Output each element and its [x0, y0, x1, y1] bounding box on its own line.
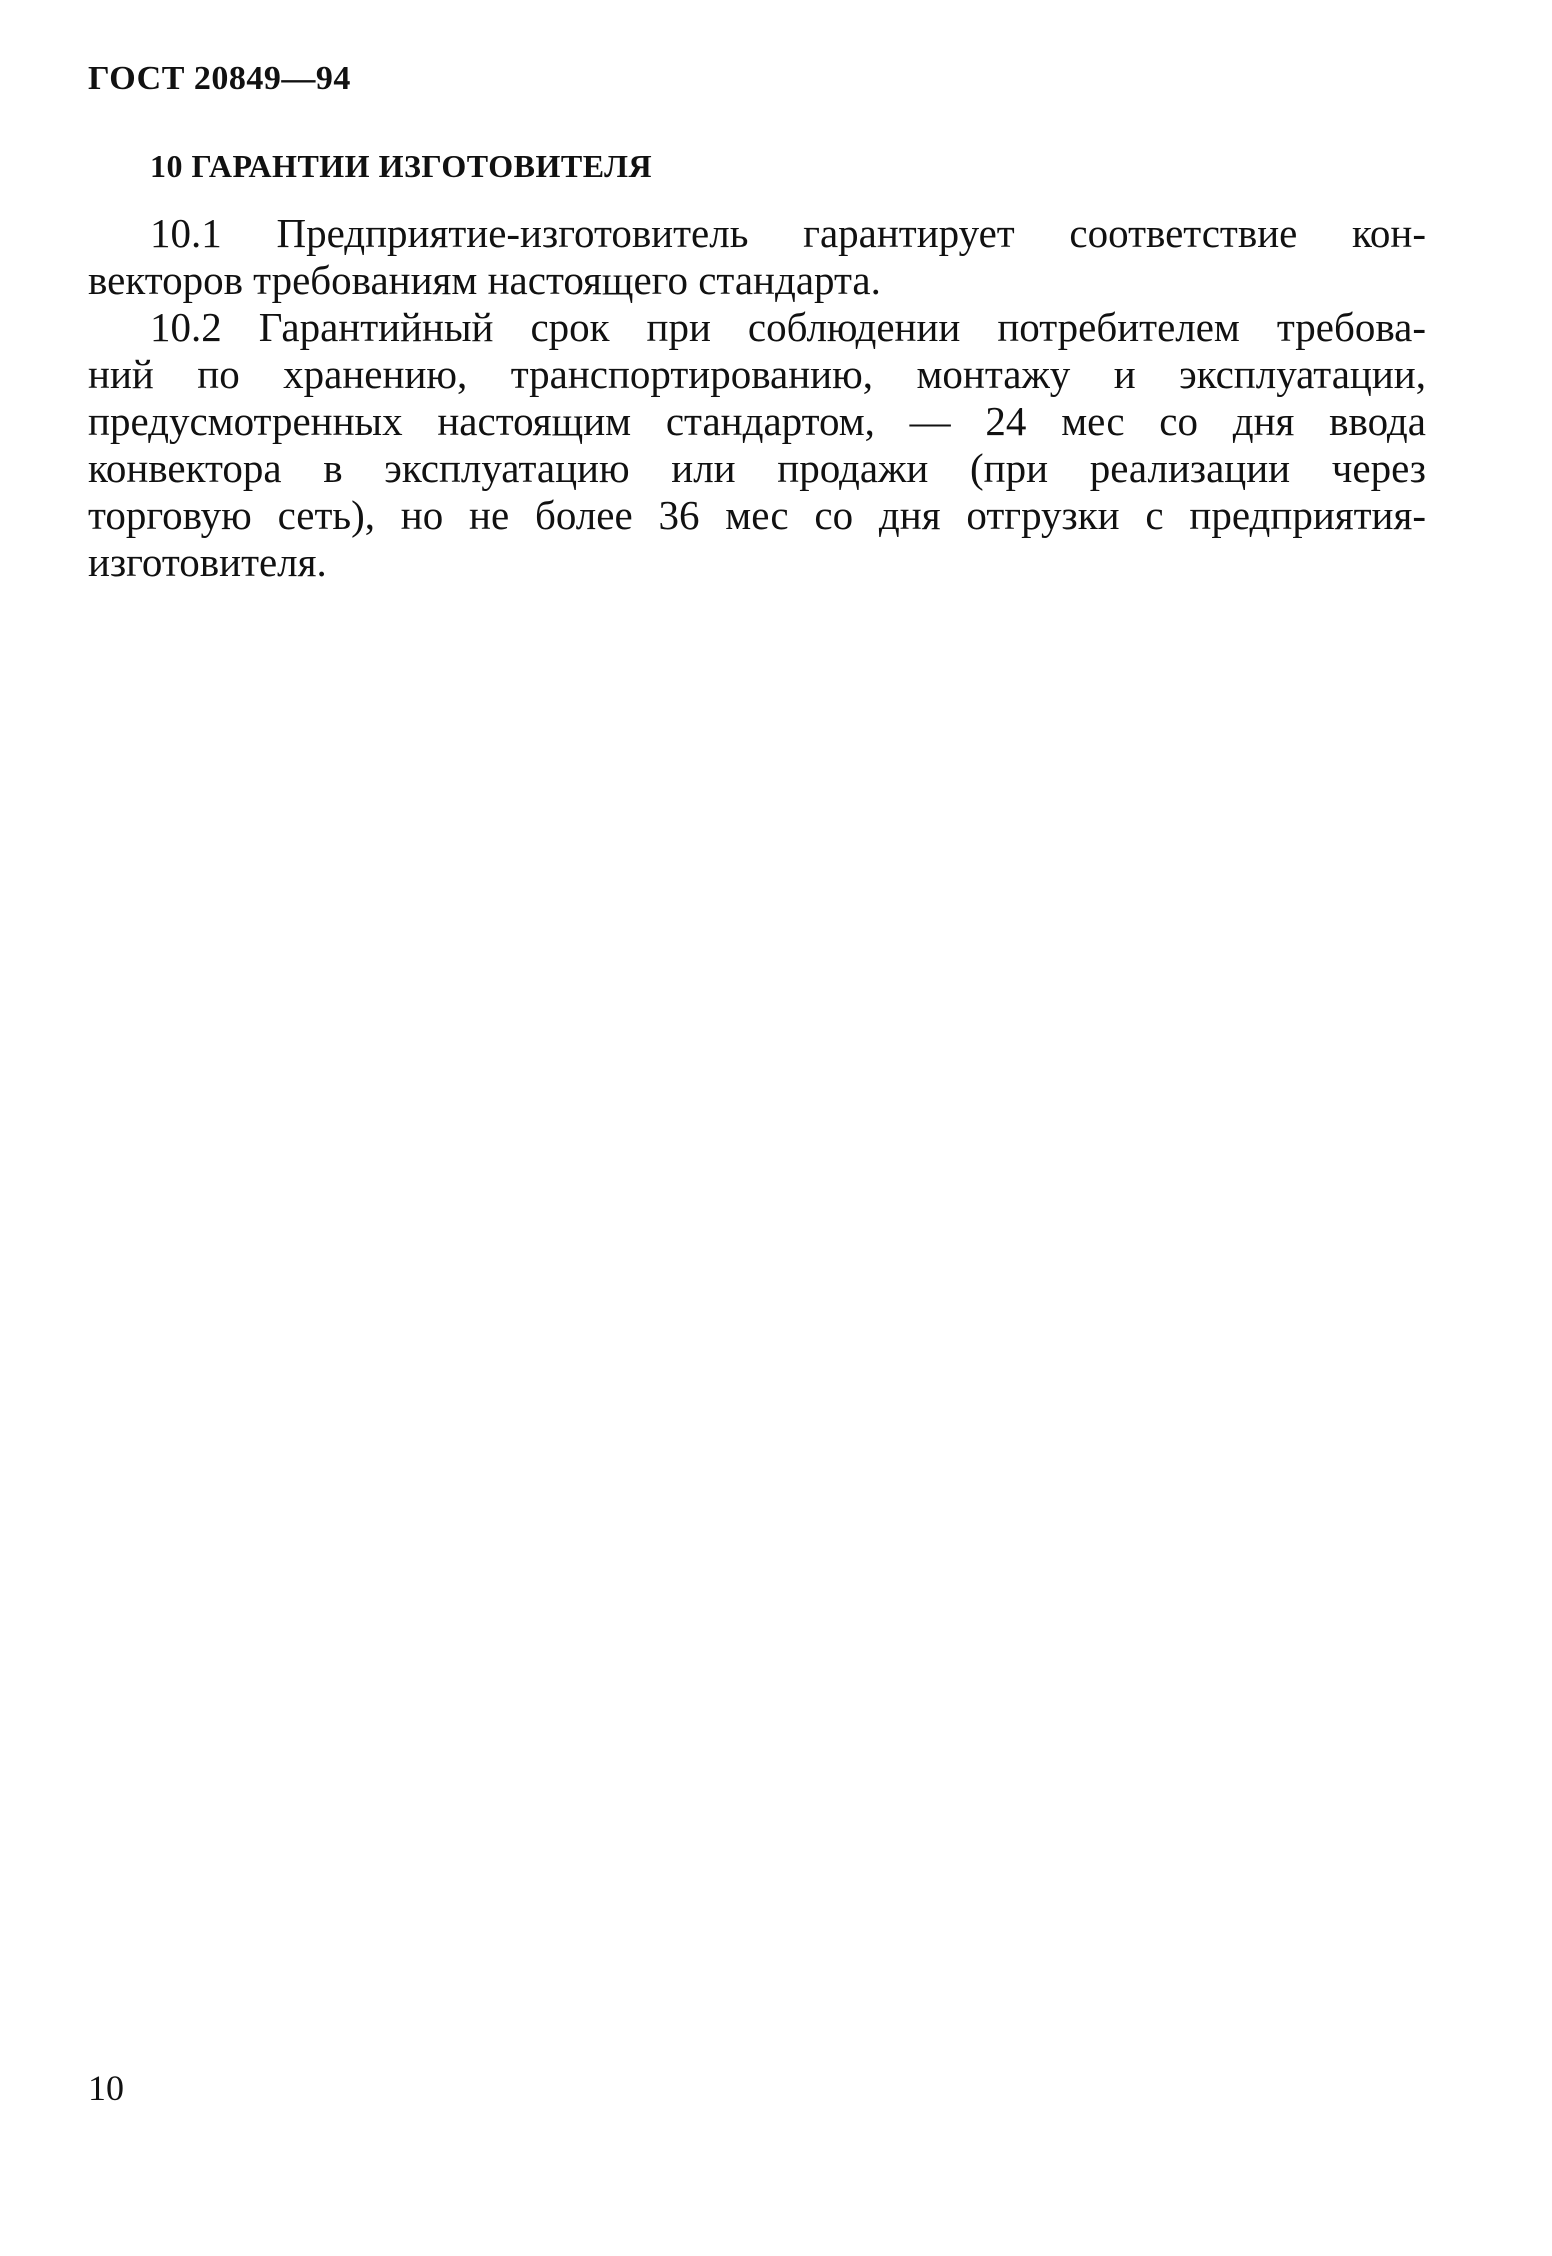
page-number: 10: [88, 2068, 124, 2108]
clause-line: конвектора в эксплуатацию или продажи (при реализации через: [88, 445, 1426, 491]
section-body: [88, 210, 1426, 586]
clause-line: векторов требованиям настоящего стандарта.: [88, 257, 881, 303]
clause-10-2: [88, 304, 1426, 586]
clause-line: изготовителя.: [88, 539, 327, 585]
clause-line: предусмотренных настоящим стандартом, — 24 мес со дня ввода: [88, 398, 1426, 444]
clause-line: торговую сеть), но не более 36 мес со дня отгрузки с предприятия-: [88, 492, 1426, 538]
clause-line: 10.1 Предприятие-изготовитель гарантирует соответствие кон-: [150, 210, 1426, 256]
section-title: 10 ГАРАНТИИ ИЗГОТОВИТЕЛЯ: [150, 148, 653, 184]
document-code-header: ГОСТ 20849—94: [88, 60, 351, 97]
clause-line: 10.2 Гарантийный срок при соблюдении потребителем требова-: [150, 304, 1426, 350]
clause-line: ний по хранению, транспортированию, монтажу и эксплуатации,: [88, 351, 1426, 397]
clause-10-1: [88, 210, 1426, 304]
